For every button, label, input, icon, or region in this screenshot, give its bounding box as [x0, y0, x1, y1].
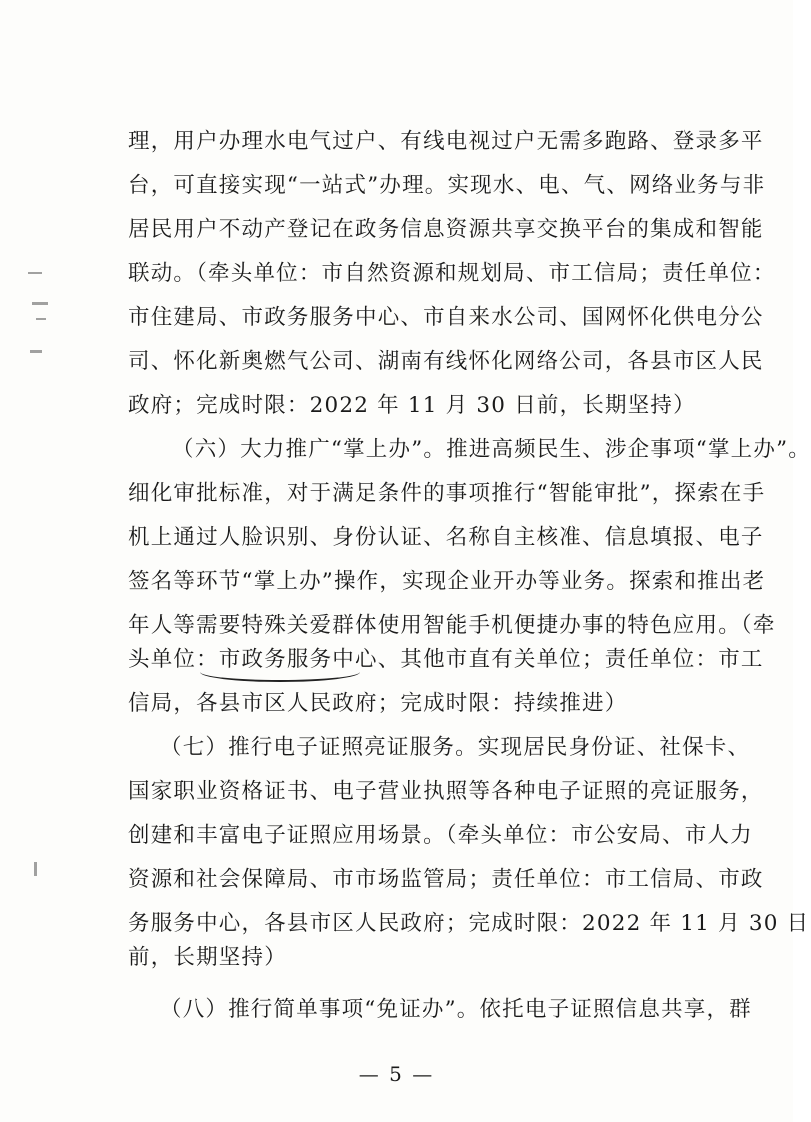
handwritten-underline: [200, 672, 360, 682]
text-line: 信局，各县市区人民政府；完成时限：持续推进）: [128, 691, 628, 716]
text-line: 居民用户不动产登记在政务信息资源共享交换平台的集成和智能: [128, 217, 764, 242]
text-line: 创建和丰富电子证照应用场景。（牵头单位：市公安局、市人力: [128, 823, 753, 848]
page-number: — 5 —: [358, 1062, 435, 1086]
text-line: 年人等需要特殊关爱群体使用智能手机便捷办事的特色应用。（牵: [128, 613, 776, 638]
text-line: 务服务中心，各县市区人民政府；完成时限：2022 年 11 月 30 日: [128, 911, 810, 936]
text-line: 资源和社会保障局、市市场监管局；责任单位：市工信局、市政: [128, 867, 764, 892]
text-line: 台，可直接实现“一站式”办理。实现水、电、气、网络业务与非: [128, 173, 766, 198]
text-line: 国家职业资格证书、电子营业执照等各种电子证照的亮证服务，: [128, 779, 764, 804]
scan-mark: [34, 862, 37, 876]
text-line: 司、怀化新奥燃气公司、湖南有线怀化网络公司，各县市区人民: [128, 349, 764, 374]
text-line: 机上通过人脸识别、身份认证、名称自主核准、信息填报、电子: [128, 525, 764, 550]
scan-mark: [36, 318, 46, 320]
section-heading-6: （六）大力推广“掌上办”。推进高频民生、涉企事项“掌上办”。: [172, 437, 811, 462]
section-heading-8: （八）推行简单事项“免证办”。依托电子证照信息共享，群: [160, 997, 752, 1022]
scan-mark: [28, 272, 42, 274]
scan-mark: [30, 350, 42, 353]
text-line: 政府；完成时限：2022 年 11 月 30 日前，长期坚持）: [128, 393, 696, 418]
text-line: 理，用户办理水电气过户、有线电视过户无需多跑路、登录多平: [128, 129, 764, 154]
section-heading-7: （七）推行电子证照亮证服务。实现居民身份证、社保卡、: [160, 735, 751, 760]
text-line: 细化审批标准，对于满足条件的事项推行“智能审批”，探索在手: [128, 481, 766, 506]
text-line: 前，长期坚持）: [128, 945, 287, 970]
scan-mark: [32, 302, 48, 305]
text-line: 市住建局、市政务服务中心、市自来水公司、国网怀化供电分公: [128, 305, 764, 330]
text-line: 联动。（牵头单位：市自然资源和规划局、市工信局；责任单位：: [128, 261, 776, 286]
text-line: 签名等环节“掌上办”操作，实现企业开办等业务。探索和推出老: [128, 569, 766, 594]
text-line: 头单位：市政务服务中心、其他市直有关单位；责任单位：市工: [128, 647, 764, 672]
